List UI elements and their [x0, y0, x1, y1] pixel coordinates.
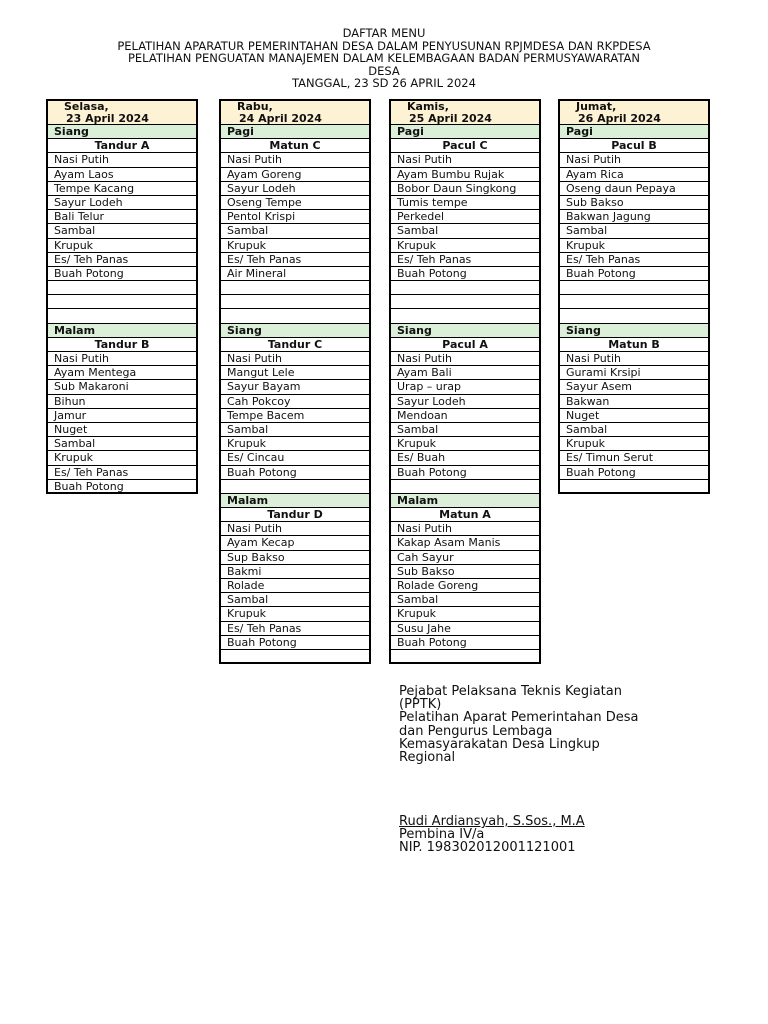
menu-item: Sayur Bayam: [221, 380, 369, 394]
menu-item: Es/ Teh Panas: [48, 466, 196, 480]
menu-item: Ayam Mentega: [48, 366, 196, 380]
day-header: [48, 99, 196, 125]
blank-row: [391, 295, 539, 309]
menu-item: Air Mineral: [221, 267, 369, 281]
signature-role-2: (PPTK): [399, 697, 442, 713]
menu-item: Nuget: [560, 409, 708, 423]
menu-item: Jamur: [48, 409, 196, 423]
menu-item: Sayur Lodeh: [48, 196, 196, 210]
meal-label: Siang: [560, 324, 708, 338]
group-label: Tandur C: [221, 338, 369, 352]
group-label: Pacul B: [560, 139, 708, 153]
group-label: Matun B: [560, 338, 708, 352]
menu-item: Kakap Asam Manis: [391, 536, 539, 550]
meal-label: Malam: [391, 494, 539, 508]
document-header: [0, 27, 768, 90]
signatory-name: Rudi Ardiansyah, S.Sos., M.A: [399, 814, 585, 829]
menu-item: Sayur Lodeh: [391, 395, 539, 409]
blank-row: [391, 650, 539, 664]
meal-label: Pagi: [391, 125, 539, 139]
menu-item: Cah Pokcoy: [221, 395, 369, 409]
menu-item: Sambal: [391, 224, 539, 238]
day-name: Jumat,: [576, 100, 617, 113]
menu-item: Es/ Teh Panas: [221, 622, 369, 636]
menu-item: Urap – urap: [391, 380, 539, 394]
blank-row: [221, 480, 369, 494]
group-label: Tandur A: [48, 139, 196, 153]
blank-row: [560, 480, 708, 494]
menu-item: Krupuk: [48, 451, 196, 465]
menu-item: Sub Bakso: [560, 196, 708, 210]
signature-role-6: Regional: [399, 750, 456, 766]
group-label: Tandur B: [48, 338, 196, 352]
day-name: Kamis,: [407, 100, 449, 113]
blank-row: [221, 281, 369, 295]
menu-item: Nasi Putih: [48, 153, 196, 167]
menu-item: Bali Telur: [48, 210, 196, 224]
menu-item: Bakwan: [560, 395, 708, 409]
menu-item: Nasi Putih: [391, 522, 539, 536]
signature-role-5: Kemasyarakatan Desa Lingkup: [399, 736, 600, 752]
menu-item: Rolade: [221, 579, 369, 593]
menu-item: Buah Potong: [560, 466, 708, 480]
menu-item: Sayur Asem: [560, 380, 708, 394]
day-column: [558, 99, 710, 494]
menu-item: Perkedel: [391, 210, 539, 224]
meal-label: Siang: [221, 324, 369, 338]
menu-item: Ayam Goreng: [221, 168, 369, 182]
menu-item: Sub Makaroni: [48, 380, 196, 394]
blank-row: [221, 309, 369, 323]
meal-label: Malam: [48, 324, 196, 338]
menu-item: Sambal: [391, 423, 539, 437]
day-name: Rabu,: [237, 100, 273, 113]
signature-block: [399, 685, 639, 764]
menu-item: Nuget: [48, 423, 196, 437]
menu-item: Mendoan: [391, 409, 539, 423]
menu-item: Buah Potong: [221, 636, 369, 650]
signature-role-3: Pelatihan Aparat Pemerintahan Desa: [399, 710, 639, 726]
menu-item: Bobor Daun Singkong: [391, 182, 539, 196]
menu-item: Tempe Bacem: [221, 409, 369, 423]
day-column: [389, 99, 541, 664]
group-label: Matun C: [221, 139, 369, 153]
day-header: [221, 99, 369, 125]
day-date: 26 April 2024: [578, 112, 661, 125]
menu-item: Gurami Krsipi: [560, 366, 708, 380]
menu-item: Krupuk: [560, 239, 708, 253]
menu-item: Buah Potong: [560, 267, 708, 281]
menu-item: Cah Sayur: [391, 551, 539, 565]
menu-item: Buah Potong: [221, 466, 369, 480]
blank-row: [560, 281, 708, 295]
menu-item: Tumis tempe: [391, 196, 539, 210]
group-label: Tandur D: [221, 508, 369, 522]
menu-item: Oseng Tempe: [221, 196, 369, 210]
menu-item: Krupuk: [391, 239, 539, 253]
menu-item: Krupuk: [221, 437, 369, 451]
menu-item: Nasi Putih: [48, 352, 196, 366]
meal-label: Siang: [48, 125, 196, 139]
meal-label: Malam: [221, 494, 369, 508]
group-label: Pacul C: [391, 139, 539, 153]
header-date: TANGGAL, 23 SD 26 APRIL 2024: [292, 76, 476, 91]
menu-item: Nasi Putih: [221, 153, 369, 167]
header-line-4: DESA: [368, 63, 400, 78]
menu-item: Tempe Kacang: [48, 182, 196, 196]
blank-row: [48, 281, 196, 295]
menu-item: Sambal: [48, 224, 196, 238]
menu-item: Ayam Bali: [391, 366, 539, 380]
header-title: DAFTAR MENU: [342, 26, 426, 40]
menu-item: Sambal: [221, 224, 369, 238]
blank-row: [221, 295, 369, 309]
menu-item: Sambal: [221, 423, 369, 437]
menu-item: Mangut Lele: [221, 366, 369, 380]
menu-item: Susu Jahe: [391, 622, 539, 636]
menu-item: Ayam Laos: [48, 168, 196, 182]
blank-row: [221, 650, 369, 664]
menu-item: Sambal: [48, 437, 196, 451]
menu-item: Bakwan Jagung: [560, 210, 708, 224]
menu-item: Es/ Buah: [391, 451, 539, 465]
menu-item: Ayam Rica: [560, 168, 708, 182]
menu-item: Rolade Goreng: [391, 579, 539, 593]
menu-item: Buah Potong: [48, 267, 196, 281]
menu-item: Sambal: [391, 593, 539, 607]
meal-label: Pagi: [560, 125, 708, 139]
menu-item: Nasi Putih: [221, 352, 369, 366]
group-label: Pacul A: [391, 338, 539, 352]
day-header: [560, 99, 708, 125]
menu-item: Buah Potong: [391, 466, 539, 480]
blank-row: [560, 295, 708, 309]
menu-item: Oseng daun Pepaya: [560, 182, 708, 196]
header-line-3: PELATIHAN PENGUATAN MANAJEMEN DALAM KELEMBAGAAN BADAN PERMUSYAWARATAN: [127, 51, 641, 66]
menu-item: Nasi Putih: [221, 522, 369, 536]
header-line-2: PELATIHAN APARATUR PEMERINTAHAN DESA DALAM PENYUSUNAN RPJMDESA DAN RKPDESA: [117, 38, 651, 53]
menu-item: Sambal: [560, 224, 708, 238]
menu-item: Buah Potong: [48, 480, 196, 494]
day-date: 25 April 2024: [409, 112, 492, 125]
menu-item: Ayam Kecap: [221, 536, 369, 550]
menu-item: Es/ Teh Panas: [560, 253, 708, 267]
blank-row: [391, 309, 539, 323]
menu-item: Sambal: [560, 423, 708, 437]
menu-item: Krupuk: [221, 607, 369, 621]
menu-item: Es/ Teh Panas: [48, 253, 196, 267]
menu-item: Es/ Teh Panas: [221, 253, 369, 267]
menu-item: Bakmi: [221, 565, 369, 579]
day-header: [391, 99, 539, 125]
signature-role-4: dan Pengurus Lembaga: [399, 723, 553, 739]
meal-label: Siang: [391, 324, 539, 338]
menu-item: Buah Potong: [391, 636, 539, 650]
menu-item: Es/ Teh Panas: [391, 253, 539, 267]
blank-row: [391, 281, 539, 295]
menu-item: Sub Bakso: [391, 565, 539, 579]
day-column: [219, 99, 371, 664]
signatory-nip: NIP. 198302012001121001: [399, 840, 576, 856]
blank-row: [48, 295, 196, 309]
menu-item: Sup Bakso: [221, 551, 369, 565]
day-name: Selasa,: [64, 100, 109, 113]
menu-item: Sayur Lodeh: [221, 182, 369, 196]
menu-item: Bihun: [48, 395, 196, 409]
signature-role-1: Pejabat Pelaksana Teknis Kegiatan: [399, 684, 622, 699]
signatory-rank: Pembina IV/a: [399, 827, 485, 843]
meal-label: Pagi: [221, 125, 369, 139]
menu-item: Buah Potong: [391, 267, 539, 281]
blank-row: [48, 309, 196, 323]
menu-item: Nasi Putih: [560, 153, 708, 167]
menu-item: Krupuk: [560, 437, 708, 451]
menu-item: Sambal: [221, 593, 369, 607]
menu-item: Krupuk: [391, 437, 539, 451]
menu-item: Es/ Timun Serut: [560, 451, 708, 465]
day-column: [46, 99, 198, 494]
menu-item: Nasi Putih: [560, 352, 708, 366]
day-date: 23 April 2024: [66, 112, 149, 125]
menu-item: Es/ Cincau: [221, 451, 369, 465]
signatory: [399, 815, 585, 855]
blank-row: [391, 480, 539, 494]
day-date: 24 April 2024: [239, 112, 322, 125]
blank-row: [560, 309, 708, 323]
menu-item: Ayam Bumbu Rujak: [391, 168, 539, 182]
menu-item: Nasi Putih: [391, 352, 539, 366]
menu-item: Nasi Putih: [391, 153, 539, 167]
menu-item: Pentol Krispi: [221, 210, 369, 224]
menu-item: Krupuk: [391, 607, 539, 621]
menu-item: Krupuk: [48, 239, 196, 253]
group-label: Matun A: [391, 508, 539, 522]
menu-item: Krupuk: [221, 239, 369, 253]
